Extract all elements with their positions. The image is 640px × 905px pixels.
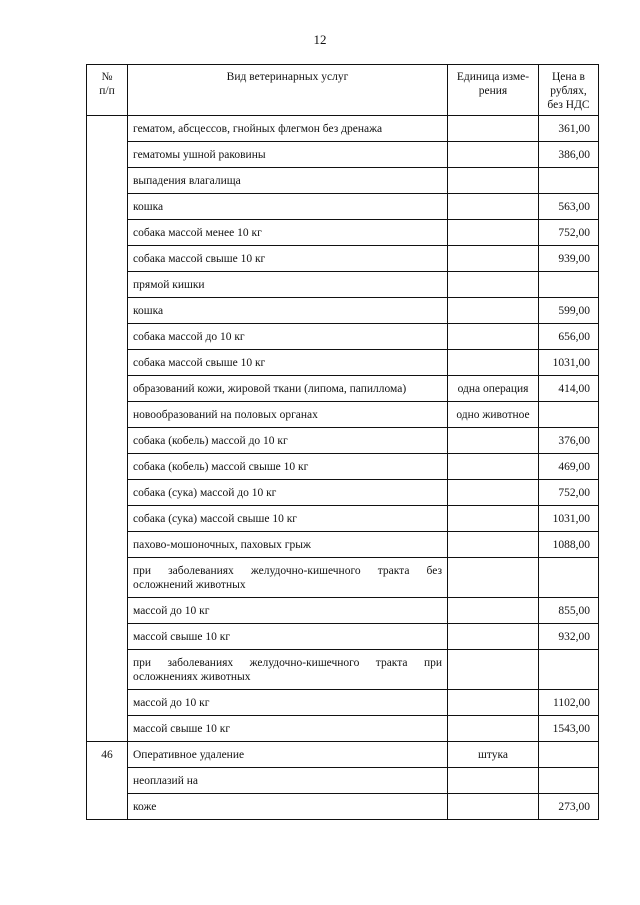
cell-price: 1031,00 bbox=[539, 506, 599, 532]
table-row bbox=[87, 220, 599, 246]
cell-num bbox=[87, 298, 128, 324]
table-row bbox=[87, 350, 599, 376]
header-num: № п/п bbox=[87, 65, 128, 116]
cell-price: 361,00 bbox=[539, 116, 599, 142]
cell-price: 1031,00 bbox=[539, 350, 599, 376]
cell-service: собака массой менее 10 кг bbox=[128, 220, 448, 246]
cell-service: кошка bbox=[128, 298, 448, 324]
cell-unit bbox=[448, 624, 539, 650]
table-row bbox=[87, 624, 599, 650]
cell-price bbox=[539, 768, 599, 794]
cell-unit bbox=[448, 650, 539, 690]
table-row bbox=[87, 324, 599, 350]
table-row bbox=[87, 116, 599, 142]
page-number: 12 bbox=[313, 32, 327, 47]
cell-unit bbox=[448, 768, 539, 794]
table-row bbox=[87, 402, 599, 428]
cell-price: 932,00 bbox=[539, 624, 599, 650]
cell-num bbox=[87, 650, 128, 690]
cell-num: 46 bbox=[87, 742, 128, 768]
cell-service: пахово-мошоночных, паховых грыж bbox=[128, 532, 448, 558]
cell-num bbox=[87, 168, 128, 194]
cell-price bbox=[539, 742, 599, 768]
cell-service: собака (кобель) массой свыше 10 кг bbox=[128, 454, 448, 480]
cell-num bbox=[87, 768, 128, 794]
table-header-row bbox=[87, 65, 599, 116]
table-row bbox=[87, 768, 599, 794]
cell-service: выпадения влагалища bbox=[128, 168, 448, 194]
cell-unit: штука bbox=[448, 742, 539, 768]
cell-unit bbox=[448, 690, 539, 716]
cell-unit: одна операция bbox=[448, 376, 539, 402]
cell-service: собака (сука) массой до 10 кг bbox=[128, 480, 448, 506]
cell-price: 563,00 bbox=[539, 194, 599, 220]
cell-num bbox=[87, 220, 128, 246]
cell-num bbox=[87, 116, 128, 142]
table-row bbox=[87, 454, 599, 480]
cell-num bbox=[87, 598, 128, 624]
cell-service: гематомы ушной раковины bbox=[128, 142, 448, 168]
cell-price: 376,00 bbox=[539, 428, 599, 454]
cell-unit bbox=[448, 220, 539, 246]
table-row bbox=[87, 716, 599, 742]
cell-unit bbox=[448, 168, 539, 194]
cell-service: образований кожи, жировой ткани (липома, папиллома) bbox=[128, 376, 448, 402]
cell-unit bbox=[448, 506, 539, 532]
table-row bbox=[87, 142, 599, 168]
cell-price bbox=[539, 168, 599, 194]
cell-service: Оперативное удаление bbox=[128, 742, 448, 768]
table-row bbox=[87, 506, 599, 532]
cell-unit bbox=[448, 716, 539, 742]
header-unit: Единица изме- рения bbox=[448, 65, 539, 116]
cell-unit bbox=[448, 454, 539, 480]
cell-unit bbox=[448, 598, 539, 624]
table-row bbox=[87, 558, 599, 598]
table-row bbox=[87, 532, 599, 558]
table-row bbox=[87, 598, 599, 624]
cell-unit bbox=[448, 794, 539, 820]
table-row bbox=[87, 376, 599, 402]
cell-service: массой до 10 кг bbox=[128, 690, 448, 716]
cell-unit bbox=[448, 272, 539, 298]
cell-price: 1088,00 bbox=[539, 532, 599, 558]
cell-service: собака массой до 10 кг bbox=[128, 324, 448, 350]
table-row bbox=[87, 650, 599, 690]
cell-unit: одно животное bbox=[448, 402, 539, 428]
cell-price: 273,00 bbox=[539, 794, 599, 820]
cell-service: кошка bbox=[128, 194, 448, 220]
table-row bbox=[87, 690, 599, 716]
table-row bbox=[87, 742, 599, 768]
cell-unit bbox=[448, 298, 539, 324]
cell-num bbox=[87, 480, 128, 506]
cell-service: массой свыше 10 кг bbox=[128, 624, 448, 650]
cell-num bbox=[87, 350, 128, 376]
cell-service: собака массой свыше 10 кг bbox=[128, 350, 448, 376]
cell-service: гематом, абсцессов, гнойных флегмон без дренажа bbox=[128, 116, 448, 142]
table-row bbox=[87, 194, 599, 220]
cell-num bbox=[87, 558, 128, 598]
cell-service: собака (сука) массой свыше 10 кг bbox=[128, 506, 448, 532]
cell-num bbox=[87, 690, 128, 716]
table-row bbox=[87, 272, 599, 298]
cell-unit bbox=[448, 194, 539, 220]
cell-num bbox=[87, 324, 128, 350]
cell-num bbox=[87, 794, 128, 820]
header-service: Вид ветеринарных услуг bbox=[128, 65, 448, 116]
cell-num bbox=[87, 506, 128, 532]
cell-num bbox=[87, 272, 128, 298]
cell-service: при заболеваниях желудочно-кишечного тракта без осложнений животных bbox=[128, 558, 448, 598]
cell-price: 414,00 bbox=[539, 376, 599, 402]
cell-unit bbox=[448, 142, 539, 168]
table-row bbox=[87, 794, 599, 820]
cell-unit bbox=[448, 480, 539, 506]
cell-num bbox=[87, 624, 128, 650]
cell-price: 1102,00 bbox=[539, 690, 599, 716]
cell-service: коже bbox=[128, 794, 448, 820]
cell-num bbox=[87, 454, 128, 480]
cell-unit bbox=[448, 116, 539, 142]
cell-num bbox=[87, 246, 128, 272]
table-row bbox=[87, 298, 599, 324]
cell-price: 1543,00 bbox=[539, 716, 599, 742]
cell-service: прямой кишки bbox=[128, 272, 448, 298]
cell-num bbox=[87, 402, 128, 428]
cell-service: массой свыше 10 кг bbox=[128, 716, 448, 742]
cell-num bbox=[87, 716, 128, 742]
cell-price bbox=[539, 650, 599, 690]
cell-price bbox=[539, 558, 599, 598]
cell-price bbox=[539, 402, 599, 428]
cell-price: 386,00 bbox=[539, 142, 599, 168]
cell-unit bbox=[448, 428, 539, 454]
table-row bbox=[87, 246, 599, 272]
price-table bbox=[86, 64, 599, 820]
cell-unit bbox=[448, 350, 539, 376]
cell-service: при заболеваниях желудочно-кишечного тракта при осложнениях животных bbox=[128, 650, 448, 690]
cell-price: 855,00 bbox=[539, 598, 599, 624]
cell-service: собака массой свыше 10 кг bbox=[128, 246, 448, 272]
cell-service: неоплазий на bbox=[128, 768, 448, 794]
cell-price: 752,00 bbox=[539, 220, 599, 246]
cell-num bbox=[87, 532, 128, 558]
cell-price: 939,00 bbox=[539, 246, 599, 272]
table-row bbox=[87, 480, 599, 506]
table-row bbox=[87, 168, 599, 194]
cell-num bbox=[87, 428, 128, 454]
cell-unit bbox=[448, 324, 539, 350]
cell-service: массой до 10 кг bbox=[128, 598, 448, 624]
cell-num bbox=[87, 142, 128, 168]
cell-price: 599,00 bbox=[539, 298, 599, 324]
cell-num bbox=[87, 376, 128, 402]
cell-price: 469,00 bbox=[539, 454, 599, 480]
cell-unit bbox=[448, 558, 539, 598]
cell-price bbox=[539, 272, 599, 298]
cell-price: 656,00 bbox=[539, 324, 599, 350]
cell-service: собака (кобель) массой до 10 кг bbox=[128, 428, 448, 454]
cell-service: новообразований на половых органах bbox=[128, 402, 448, 428]
cell-num bbox=[87, 194, 128, 220]
header-price: Цена в рублях, без НДС bbox=[539, 65, 599, 116]
cell-unit bbox=[448, 532, 539, 558]
cell-price: 752,00 bbox=[539, 480, 599, 506]
table-row bbox=[87, 428, 599, 454]
cell-unit bbox=[448, 246, 539, 272]
